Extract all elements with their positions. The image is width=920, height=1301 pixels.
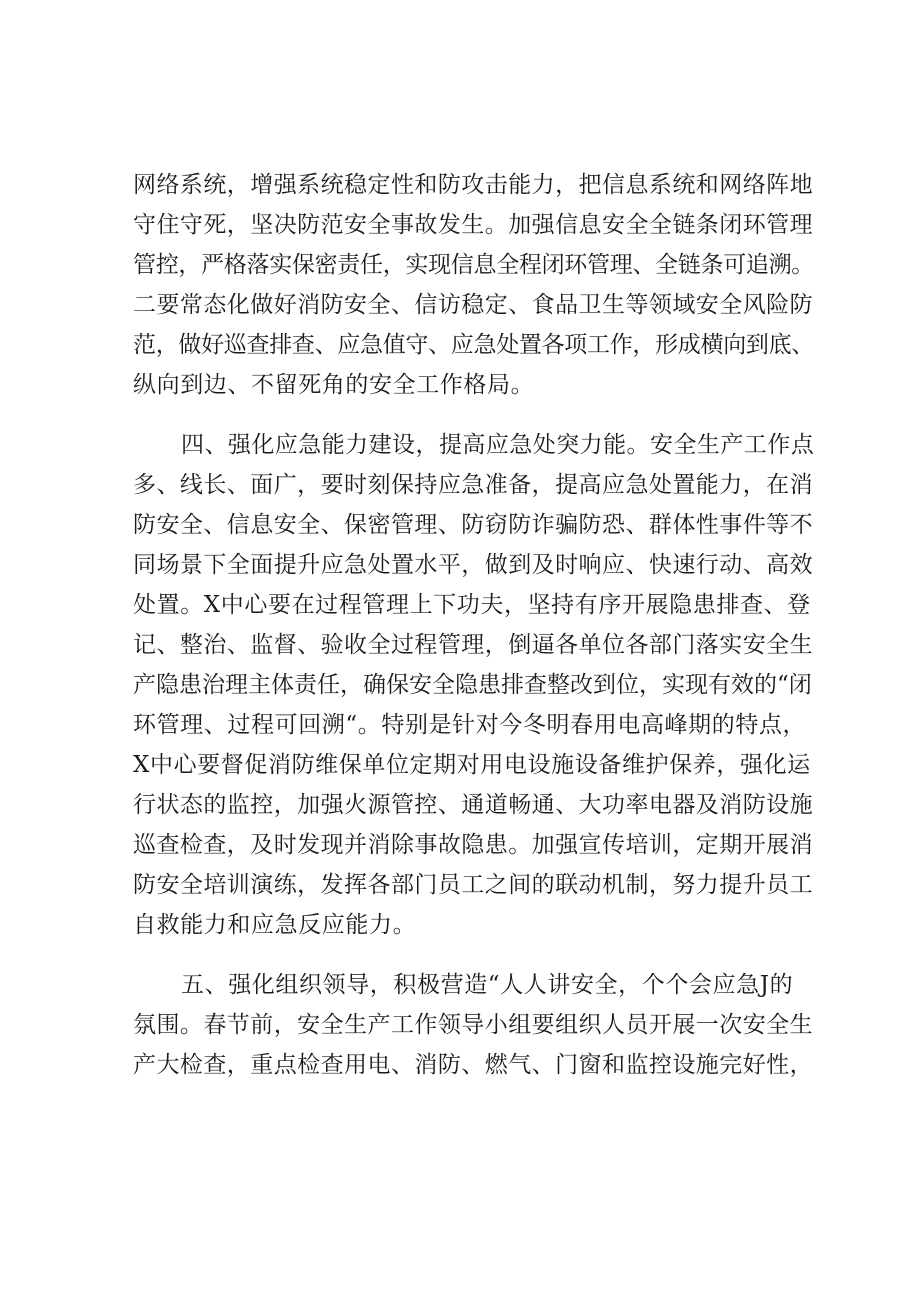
paragraph-1-line-6: 纵向到边、不留死角的安全工作格局。 bbox=[133, 372, 535, 398]
paragraph-2-line-10: 行状态的监控，加强火源管控、通道畅通、大功率电器及消防设施 bbox=[133, 792, 814, 818]
paragraph-1-line-2: 守住守死，坚决防范安全事故发生。加强信息安全全链条闭环管理 bbox=[133, 212, 814, 238]
paragraph-3-line-1: 五、强化组织领导，积极营造“人人讲安全，个个会应急J的 bbox=[181, 972, 794, 998]
paragraph-2-line-2: 多、线长、面广，要时刻保持应急准备，提高应急处置能力，在消 bbox=[133, 472, 814, 498]
paragraph-2-line-3: 防安全、信息安全、保密管理、防窃防诈骗防恐、群体性事件等不 bbox=[133, 512, 814, 538]
paragraph-2-line-13: 自救能力和应急反应能力。 bbox=[133, 912, 417, 938]
paragraph-2-line-1: 四、强化应急能力建设，提高应急处突力能。安全生产工作点 bbox=[181, 432, 815, 458]
paragraph-2-line-12: 防安全培训演练，发挥各部门员工之间的联动机制，努力提升员工 bbox=[133, 872, 814, 898]
paragraph-2-line-9: X中心要督促消防维保单位定期对用电设施设备维护保养，强化运 bbox=[133, 752, 811, 778]
paragraph-2-line-7: 产隐患治理主体责任，确保安全隐患排查整改到位，实现有效的“闭 bbox=[133, 672, 812, 698]
paragraph-2-line-4: 同场景下全面提升应急处置水平，做到及时响应、快速行动、高效 bbox=[133, 552, 814, 578]
paragraph-2-line-8: 环管理、过程可回溯“。特别是针对今冬明春用电高峰期的特点， bbox=[133, 712, 807, 738]
paragraph-1-line-4: 二要常态化做好消防安全、信访稳定、食品卫生等领域安全风险防 bbox=[133, 292, 814, 318]
paragraph-2-line-5: 处置。X中心要在过程管理上下功夫，坚持有序开展隐患排查、登 bbox=[133, 592, 811, 618]
paragraph-3-line-2: 氛围。春节前，安全生产工作领导小组要组织人员开展一次安全生 bbox=[133, 1012, 814, 1038]
paragraph-2-line-6: 记、整治、监督、验收全过程管理，倒逼各单位各部门落实安全生 bbox=[133, 632, 814, 658]
paragraph-2-line-11: 巡查检查，及时发现并消除事故隐患。加强宣传培训，定期开展消 bbox=[133, 832, 814, 858]
paragraph-1-line-5: 范，做好巡查排查、应急值守、应急处置各项工作，形成横向到底、 bbox=[133, 332, 815, 358]
paragraph-1-line-3: 管控，严格落实保密责任，实现信息全程闭环管理、全链条可追溯。 bbox=[133, 252, 815, 278]
paragraph-3-line-3: 产大检查，重点检查用电、消防、燃气、门窗和监控设施完好性， bbox=[133, 1052, 814, 1078]
paragraph-1-line-1: 网络系统，增强系统稳定性和防攻击能力，把信息系统和网络阵地 bbox=[133, 172, 814, 198]
